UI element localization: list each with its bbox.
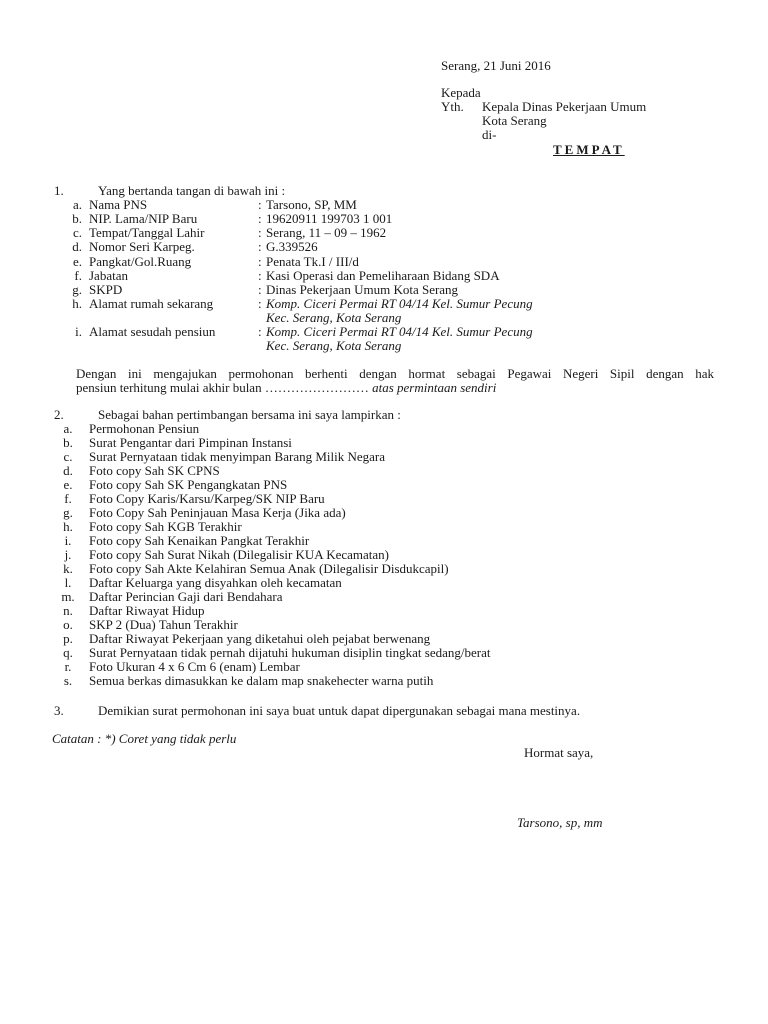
identity-letter: e. [72,254,82,269]
attachment-letter: r. [64,659,72,674]
identity-colon: : [258,282,262,297]
attachment-letter: a. [63,421,73,436]
identity-letter: h. [72,296,82,311]
attachment-letter: o. [63,617,73,632]
attachment-letter: q. [63,645,73,660]
attachment-item: Surat Pernyataan tidak menyimpan Barang Milik Negara [89,449,386,464]
identity-value: Serang, 11 – 09 – 1962 [266,225,387,240]
identity-label: SKPD [89,282,123,297]
identity-colon: : [258,254,262,269]
attachment-letter: l. [64,575,72,590]
attachment-letter: g. [63,505,73,520]
identity-colon: : [258,225,262,240]
attachment-item: Daftar Perincian Gaji dari Bendahara [89,589,283,604]
attachment-item: Daftar Riwayat Hidup [89,603,205,618]
identity-letter: f. [74,268,82,283]
attachment-letter: f. [64,491,72,506]
identity-label: Tempat/Tanggal Lahir [89,225,205,240]
identity-value-continued: Kec. Serang, Kota Serang [266,310,402,325]
attachment-letter: j. [64,547,72,562]
attachment-letter: h. [63,519,73,534]
identity-label: NIP. Lama/NIP Baru [89,211,198,226]
identity-label: Jabatan [89,268,128,283]
identity-colon: : [258,197,262,212]
attachment-item: Permohonan Pensiun [89,421,200,436]
attachment-letter: s. [63,673,73,688]
attachment-item: Foto Ukuran 4 x 6 Cm 6 (enam) Lembar [89,659,300,674]
identity-colon: : [258,324,262,339]
attachment-letter: e. [63,477,73,492]
recipient-line-1: Kepala Dinas Pekerjaan Umum [482,99,647,114]
attachment-item: Semua berkas dimasukkan ke dalam map snakehecter warna putih [89,673,434,688]
identity-value: Dinas Pekerjaan Umum Kota Serang [266,282,459,297]
identity-value: G.339526 [266,239,318,254]
identity-letter: i. [75,324,82,339]
identity-colon: : [258,211,262,226]
section-3-number: 3. [54,703,64,718]
identity-colon: : [258,239,262,254]
attachment-item: Foto Copy Karis/Karsu/Karpeg/SK NIP Baru [89,491,325,506]
statement-line-1: Dengan ini mengajukan permohonan berhenti dengan hormat sebagai Pegawai Negeri Sipil dengan hak [76,366,714,381]
closing-salutation: Hormat saya, [524,745,594,760]
identity-label: Alamat rumah sekarang [89,296,214,311]
attachment-item: Foto Copy Sah Peninjauan Masa Kerja (Jika ada) [89,505,346,520]
attachment-item: Daftar Riwayat Pekerjaan yang diketahui oleh pejabat berwenang [89,631,431,646]
attachment-item: Foto copy Sah SK CPNS [89,463,220,478]
identity-value: Penata Tk.I / III/d [266,254,359,269]
attachment-letter: n. [63,603,73,618]
section-2-intro: Sebagai bahan pertimbangan bersama ini saya lampirkan : [98,407,401,422]
attachment-letter: c. [63,449,73,464]
attachment-item: Foto copy Sah Kenaikan Pangkat Terakhir [89,533,310,548]
statement-line-2-suffix: atas permintaan sendiri [372,380,497,395]
identity-value: Kasi Operasi dan Pemeliharaan Bidang SDA [266,268,500,283]
signer-name: Tarsono, sp, mm [517,815,603,830]
identity-colon: : [258,296,262,311]
identity-label: Nama PNS [89,197,148,212]
attachment-letter: p. [63,631,73,646]
identity-value: Komp. Ciceri Permai RT 04/14 Kel. Sumur Pecung [266,324,533,339]
attachment-letter: m. [61,589,75,604]
section-2-number: 2. [54,407,64,422]
attachment-item: Foto copy Sah SK Pengangkatan PNS [89,477,288,492]
recipient-line-2: Kota Serang [482,113,547,128]
identity-letter: g. [72,282,82,297]
attachment-letter: i. [64,533,72,548]
attachment-item: Surat Pengantar dari Pimpinan Instansi [89,435,292,450]
attachment-item: Foto copy Sah Surat Nikah (Dilegalisir KUA Kecamatan) [89,547,390,562]
attachment-letter: k. [63,561,73,576]
identity-value-continued: Kec. Serang, Kota Serang [266,338,402,353]
recipient-line-3: di- [482,127,497,142]
yth-label: Yth. [441,99,464,114]
attachment-item: SKP 2 (Dua) Tahun Terakhir [89,617,238,632]
identity-letter: a. [72,197,82,212]
identity-value: Tarsono, SP, MM [266,197,357,212]
section-3-text: Demikian surat permohonan ini saya buat untuk dapat dipergunakan sebagai mana mestinya. [98,703,581,718]
identity-label: Alamat sesudah pensiun [89,324,216,339]
attachment-item: Foto copy Sah Akte Kelahiran Semua Anak (Dilegalisir Disdukcapil) [89,561,449,576]
attachment-item: Daftar Keluarga yang disyahkan oleh kecamatan [89,575,342,590]
attachment-letter: d. [63,463,73,478]
identity-label: Pangkat/Gol.Ruang [89,254,192,269]
section-1-number: 1. [54,183,64,198]
attachment-letter: b. [63,435,73,450]
attachment-item: Foto copy Sah KGB Terakhir [89,519,242,534]
statement-line-2-prefix: pensiun terhitung mulai akhir bulan …………………… [76,380,369,395]
kepada-label: Kepada [441,85,481,100]
section-1-intro: Yang bertanda tangan di bawah ini : [98,183,286,198]
identity-value: Komp. Ciceri Permai RT 04/14 Kel. Sumur Pecung [266,296,533,311]
tempat-heading: TEMPAT [553,142,625,157]
statement-line-2 [76,381,496,395]
identity-letter: c. [72,225,82,240]
identity-letter: d. [72,239,82,254]
identity-label: Nomor Seri Karpeg. [89,239,195,254]
catatan-note: Catatan : *) Coret yang tidak perlu [52,731,237,746]
attachment-item: Surat Pernyataan tidak pernah dijatuhi hukuman disiplin tingkat sedang/berat [89,645,491,660]
identity-letter: b. [72,211,82,226]
identity-colon: : [258,268,262,283]
identity-value: 19620911 199703 1 001 [266,211,393,226]
place-date: Serang, 21 Juni 2016 [441,58,551,73]
